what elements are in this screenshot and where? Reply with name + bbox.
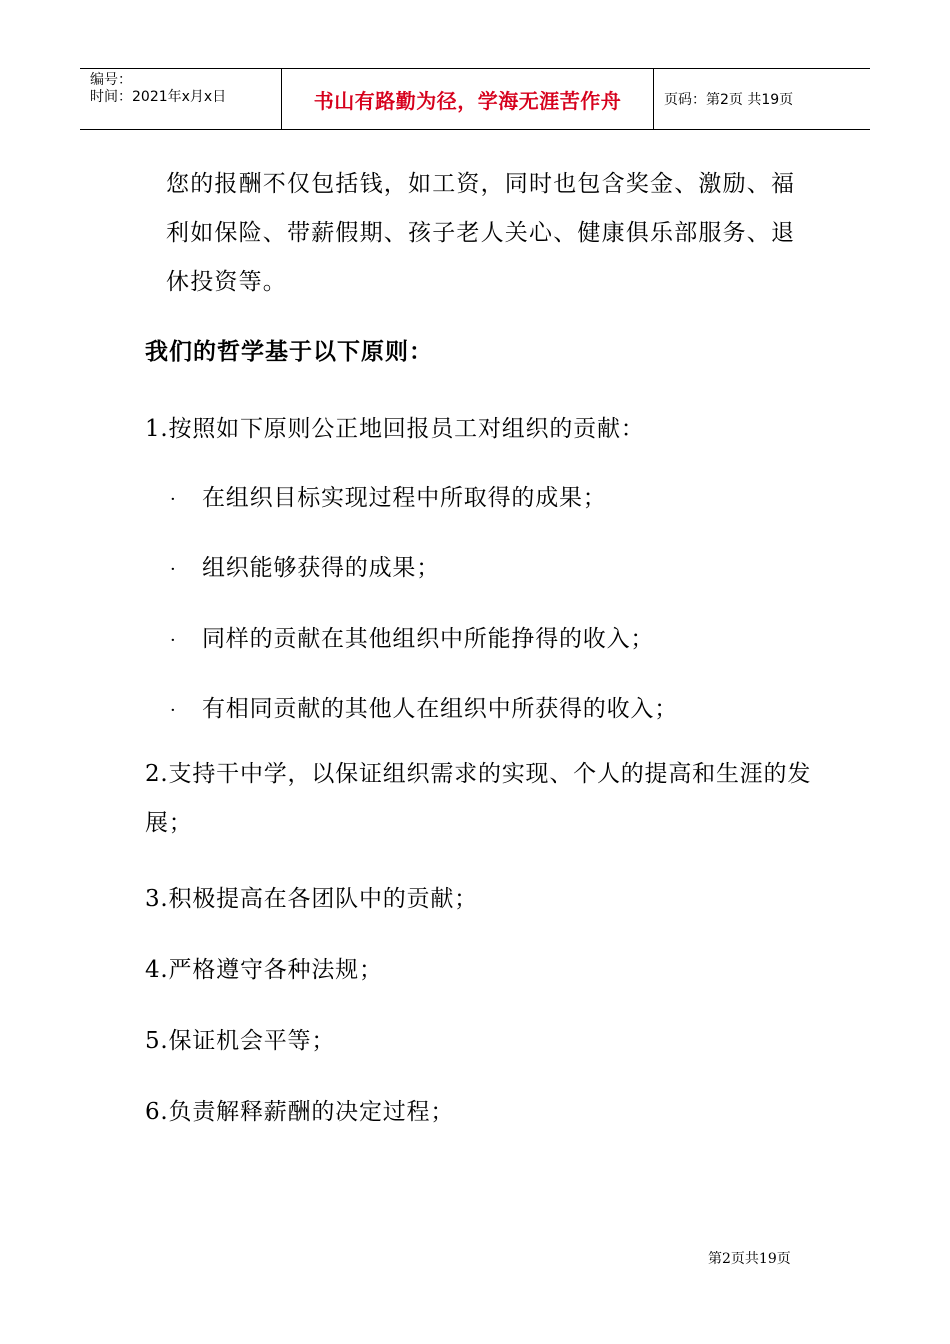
bullet-item bbox=[170, 690, 678, 723]
bullet-item bbox=[170, 549, 440, 582]
bullet-text: 组织能够获得的成果； bbox=[202, 555, 440, 581]
bullet-dot: · bbox=[170, 559, 177, 580]
bullet-item bbox=[170, 620, 654, 653]
bullet-text: 有相同贡献的其他人在组织中所获得的收入； bbox=[202, 696, 678, 722]
bullet-text: 同样的贡献在其他组织中所能挣得的收入； bbox=[202, 626, 655, 652]
document-number-label: 编号： bbox=[90, 72, 132, 88]
principle-item-6: 6.负责解释薪酬的决定过程； bbox=[145, 1099, 455, 1125]
principle-item-2: 2.支持干中学，以保证组织需求的实现、个人的提高和生涯的发展； bbox=[145, 761, 812, 836]
bullet-text: 在组织目标实现过程中所取得的成果； bbox=[202, 485, 607, 511]
header-meta-cell bbox=[80, 69, 282, 129]
principle-item-3: 3.积极提高在各团队中的贡献； bbox=[145, 886, 478, 912]
header-slogan-cell bbox=[282, 69, 654, 129]
bullet-dot: · bbox=[170, 489, 177, 510]
bullet-dot: · bbox=[170, 630, 177, 651]
section-heading: 我们的哲学基于以下原则： bbox=[145, 339, 433, 365]
bullet-dot: · bbox=[170, 700, 177, 721]
principle-item-5: 5.保证机会平等； bbox=[145, 1028, 336, 1054]
header-page-info: 页码：第2页 共19页 bbox=[664, 92, 794, 108]
bullet-item bbox=[170, 479, 607, 512]
intro-paragraph: 您的报酬不仅包括钱，如工资，同时也包含奖金、激励、福利如保险、带薪假期、孩子老人关心、健康俱乐部服务、退休投资等。 bbox=[166, 171, 796, 295]
page-header bbox=[80, 68, 870, 130]
principle-item-4: 4.严格遵守各种法规； bbox=[145, 957, 383, 983]
principle-item-1: 1.按照如下原则公正地回报员工对组织的贡献： bbox=[145, 416, 645, 442]
page-footer: 第2页共19页 bbox=[708, 1251, 791, 1267]
header-page-cell bbox=[654, 69, 870, 129]
document-time-label: 时间：2021年x月x日 bbox=[90, 89, 227, 105]
header-slogan: 书山有路勤为径，学海无涯苦作舟 bbox=[313, 88, 622, 113]
